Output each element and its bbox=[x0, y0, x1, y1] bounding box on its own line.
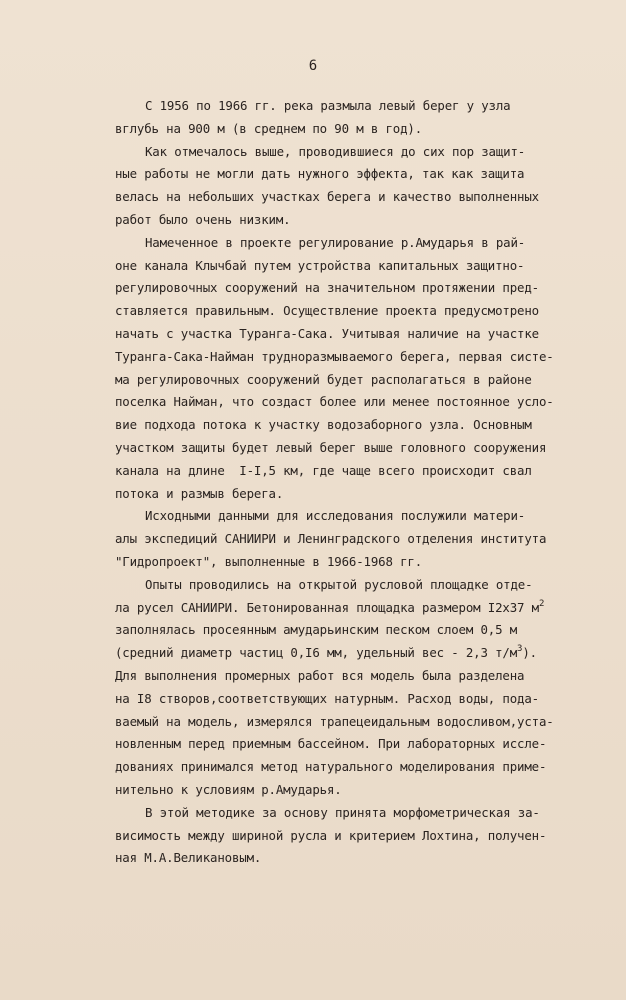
body-text bbox=[115, 95, 615, 870]
text-line bbox=[115, 163, 615, 186]
text-line-content: алы экспедиций САНИИРИ и Ленинградского отделения института bbox=[115, 531, 547, 547]
text-line bbox=[115, 118, 615, 141]
text-line bbox=[115, 255, 615, 278]
text-line-content: ваемый на модель, измерялся трапецеидальным водосливом,уста- bbox=[115, 713, 554, 729]
text-line bbox=[115, 733, 615, 756]
text-line bbox=[115, 574, 615, 597]
text-line bbox=[115, 528, 615, 551]
text-line-content: Опыты проводились на открытой русловой площадке отде- bbox=[145, 576, 533, 592]
text-line bbox=[115, 688, 615, 711]
text-line-content: велась на небольших участках берега и качество выполненных bbox=[115, 189, 539, 205]
text-line bbox=[115, 232, 615, 255]
text-line-content: ная М.А.Великановым. bbox=[115, 850, 262, 866]
text-line-content: ла русел САНИИРИ. Бетонированная площадка размером I2х37 м bbox=[115, 599, 539, 615]
text-line-content: начать с участка Туранга-Сака. Учитывая наличие на участке bbox=[115, 325, 539, 341]
text-line bbox=[115, 642, 615, 665]
text-line-content: поселка Найман, что создаст более или менее постоянное усло- bbox=[115, 394, 554, 410]
text-line-content: Туранга-Сака-Найман трудноразмываемого берега, первая систе- bbox=[115, 348, 554, 364]
text-line bbox=[115, 825, 615, 848]
text-line-content: дованиях принимался метод натурального моделирования приме- bbox=[115, 759, 547, 775]
text-line bbox=[115, 483, 615, 506]
text-line-content: Намеченное в проекте регулирование р.Амударья в рай- bbox=[145, 234, 526, 250]
text-line bbox=[115, 597, 615, 620]
text-line-content: оне канала Клычбай путем устройства капитальных защитно- bbox=[115, 257, 525, 273]
text-line bbox=[115, 711, 615, 734]
text-line bbox=[115, 847, 615, 870]
text-line-content: В этой методике за основу принята морфометрическая за- bbox=[145, 804, 540, 820]
text-line bbox=[115, 95, 615, 118]
superscript: 3 bbox=[517, 644, 523, 655]
text-line-content: вие подхода потока к участку водозаборного узла. Основным bbox=[115, 417, 532, 433]
text-line bbox=[115, 323, 615, 346]
text-line-content: канала на длине I-I,5 км, где чаще всего происходит свал bbox=[115, 462, 532, 478]
text-line bbox=[115, 300, 615, 323]
text-line bbox=[115, 619, 615, 642]
text-line-content: (средний диаметр частиц 0,I6 мм, удельный вес - 2,3 т/м bbox=[115, 645, 518, 661]
text-line-content: С 1956 по 1966 гг. река размыла левый берег у узла bbox=[145, 98, 511, 113]
text-line-content: регулировочных сооружений на значительном протяжении пред- bbox=[115, 280, 539, 296]
text-line bbox=[115, 779, 615, 802]
text-line bbox=[115, 756, 615, 779]
text-line-content: потока и размыв берега. bbox=[115, 485, 284, 501]
text-line-content: на I8 створов,соответствующих натурным. Расход воды, пода- bbox=[115, 690, 539, 706]
text-line-content: ставляется правильным. Осуществление проекта предусмотрено bbox=[115, 303, 539, 319]
text-line-content: заполнялась просеянным амударьинским песком слоем 0,5 м bbox=[115, 622, 518, 638]
text-line bbox=[115, 346, 615, 369]
text-line bbox=[115, 665, 615, 688]
text-line-content: нительно к условиям р.Амударья. bbox=[115, 781, 342, 797]
text-line-content: вглубь на 900 м (в среднем по 90 м в год). bbox=[115, 120, 423, 136]
text-line-content: ные работы не могли дать нужного эффекта, так как защита bbox=[115, 166, 525, 182]
text-line-content: работ было очень низким. bbox=[115, 211, 291, 227]
text-line-content: Как отмечалось выше, проводившиеся до сих пор защит- bbox=[145, 143, 526, 159]
text-line bbox=[115, 277, 615, 300]
text-line bbox=[115, 802, 615, 825]
text-line-content: Для выполнения промерных работ вся модель была разделена bbox=[115, 667, 525, 683]
text-line bbox=[115, 186, 615, 209]
text-line bbox=[115, 209, 615, 232]
text-line-content: ма регулировочных сооружений будет располагаться в районе bbox=[115, 371, 532, 387]
text-line bbox=[115, 551, 615, 574]
text-line-content: Исходными данными для исследования послужили матери- bbox=[145, 508, 526, 524]
text-line bbox=[115, 505, 615, 528]
text-line bbox=[115, 141, 615, 164]
text-line bbox=[115, 369, 615, 392]
page-number: 6 bbox=[308, 58, 318, 74]
text-line-content: участком защиты будет левый берег выше головного сооружения bbox=[115, 439, 547, 455]
text-line-content: новленным перед приемным бассейном. При лабораторных иссле- bbox=[115, 736, 547, 752]
superscript: 2 bbox=[538, 598, 545, 609]
text-line-suffix: ). bbox=[522, 645, 537, 661]
text-line-content: висимость между шириной русла и критерием Лохтина, получен- bbox=[115, 827, 547, 843]
text-line bbox=[115, 437, 615, 460]
text-line bbox=[115, 460, 615, 483]
text-line-content: "Гидропроект", выполненные в 1966-1968 гг. bbox=[115, 553, 423, 569]
text-line bbox=[115, 414, 615, 437]
text-line bbox=[115, 391, 615, 414]
